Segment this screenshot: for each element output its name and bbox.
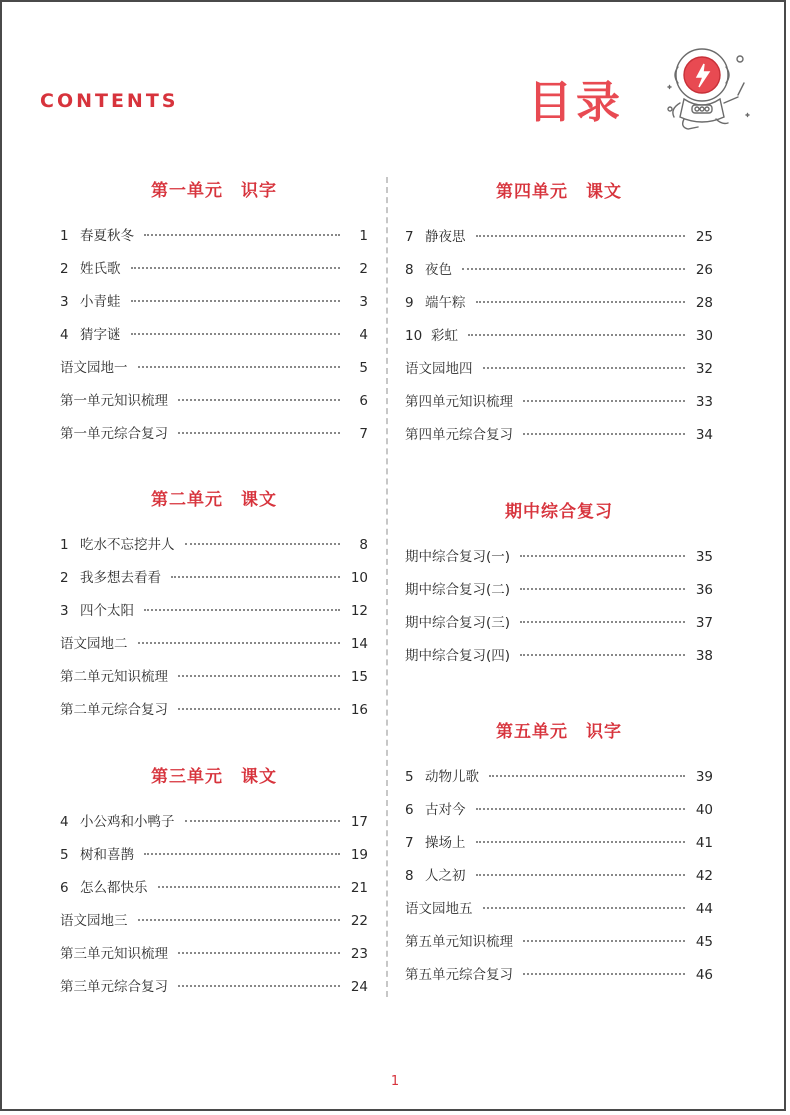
dot-leader [178,708,340,710]
section-title: 第五单元 识字 [496,722,622,742]
entry-number: 10 [405,328,423,344]
entry-page-number: 21 [350,880,368,896]
entry-page-number: 16 [350,702,368,718]
page-title: 目录 [528,77,624,128]
dot-leader [144,234,340,236]
entry-page-number: 36 [695,582,713,598]
toc-entry[interactable] [60,628,368,661]
dot-leader [158,886,341,888]
section-title: 期中综合复习 [505,502,613,522]
toc-entry[interactable] [405,893,713,926]
toc-entry[interactable] [60,286,368,319]
entry-label: 姓氏歌 [80,261,121,277]
section-midterm [405,499,713,673]
entry-label: 语文园地三 [60,913,128,929]
dot-leader [138,919,341,921]
entry-page-number: 8 [359,537,368,553]
entry-label: 怎么都快乐 [80,880,148,896]
entry-label: 语文园地二 [60,636,128,652]
dot-leader [178,675,340,677]
entry-label: 夜色 [425,262,452,278]
entry-label: 猜字谜 [80,327,121,343]
dot-leader [523,940,685,942]
toc-entry[interactable] [60,905,368,938]
toc-entry[interactable] [405,419,713,452]
entry-number: 9 [405,295,414,311]
entry-page-number: 7 [359,426,368,442]
toc-entry[interactable] [405,541,713,574]
dot-leader [144,609,340,611]
dot-leader [178,399,340,401]
entry-page-number: 2 [359,261,368,277]
toc-entry[interactable] [405,794,713,827]
entry-label: 彩虹 [431,328,458,344]
entry-page-number: 42 [695,868,713,884]
entry-page-number: 23 [350,946,368,962]
dot-leader [520,588,685,590]
toc-entry[interactable] [60,562,368,595]
toc-entry[interactable] [60,938,368,971]
entry-page-number: 17 [350,814,368,830]
entry-number: 3 [60,603,69,619]
entry-label: 吃水不忘挖井人 [80,537,175,553]
toc-entry[interactable] [60,253,368,286]
entry-page-number: 14 [350,636,368,652]
toc-entry[interactable] [60,529,368,562]
contents-heading: CONTENTS [40,90,179,112]
toc-entry[interactable] [405,860,713,893]
dot-leader [468,334,685,336]
entry-label: 春夏秋冬 [80,228,134,244]
entry-page-number: 6 [359,393,368,409]
astronaut-mascot-icon [662,37,757,137]
dot-leader [520,621,685,623]
entry-label: 第四单元综合复习 [405,427,513,443]
dot-leader [131,333,341,335]
entry-page-number: 1 [359,228,368,244]
section-title: 第一单元 识字 [151,181,277,201]
entry-page-number: 19 [350,847,368,863]
dot-leader [462,268,685,270]
entry-label: 古对今 [425,802,466,818]
entry-label: 静夜思 [425,229,466,245]
dot-leader [523,433,685,435]
toc-entry[interactable] [405,827,713,860]
entry-page-number: 39 [695,769,713,785]
entry-label: 第五单元综合复习 [405,967,513,983]
toc-entry[interactable] [405,353,713,386]
toc-entry[interactable] [60,220,368,253]
entry-label: 操场上 [425,835,466,851]
toc-entry[interactable] [60,839,368,872]
entry-page-number: 25 [695,229,713,245]
entry-page-number: 10 [350,570,368,586]
section-title: 第四单元 课文 [496,182,622,202]
dot-leader [476,808,686,810]
dot-leader [476,841,686,843]
toc-entry[interactable] [405,254,713,287]
entry-label: 第二单元综合复习 [60,702,168,718]
entry-page-number: 40 [695,802,713,818]
entry-number: 5 [405,769,414,785]
entry-page-number: 5 [359,360,368,376]
entry-label: 四个太阳 [80,603,134,619]
entry-page-number: 22 [350,913,368,929]
column-divider [386,177,388,997]
entry-label: 期中综合复习(三) [405,615,511,631]
entry-number: 3 [60,294,69,310]
entry-number: 8 [405,868,414,884]
entry-page-number: 26 [695,262,713,278]
entry-label: 第一单元综合复习 [60,426,168,442]
dot-leader [483,907,686,909]
dot-leader [138,366,341,368]
toc-entry[interactable] [60,661,368,694]
entry-label: 语文园地五 [405,901,473,917]
toc-entry[interactable] [405,287,713,320]
entry-number: 1 [60,537,69,553]
entry-number: 7 [405,229,414,245]
dot-leader [520,654,685,656]
dot-leader [144,853,340,855]
entry-page-number: 4 [359,327,368,343]
entry-number: 7 [405,835,414,851]
entry-label: 期中综合复习(一) [405,549,511,565]
entry-page-number: 3 [359,294,368,310]
dot-leader [178,432,340,434]
entry-label: 小青蛙 [80,294,121,310]
entry-number: 6 [60,880,69,896]
dot-leader [476,301,686,303]
dot-leader [131,267,341,269]
entry-number: 4 [60,327,69,343]
toc-entry[interactable] [405,761,713,794]
toc-entry[interactable] [60,694,368,727]
entry-page-number: 15 [350,669,368,685]
section-unit-1 [60,178,368,451]
section-unit-3 [60,764,368,1004]
entry-label: 语文园地一 [60,360,128,376]
toc-entry[interactable] [405,386,713,419]
entry-page-number: 12 [350,603,368,619]
entry-page-number: 41 [695,835,713,851]
dot-leader [185,543,341,545]
dot-leader [523,973,685,975]
toc-entry[interactable] [60,595,368,628]
dot-leader [476,235,686,237]
entry-page-number: 35 [695,549,713,565]
entry-page-number: 37 [695,615,713,631]
entry-page-number: 46 [695,967,713,983]
entry-label: 我多想去看看 [80,570,161,586]
dot-leader [138,642,341,644]
toc-entry[interactable] [60,352,368,385]
toc-entry[interactable] [405,959,713,992]
entry-label: 第四单元知识梳理 [405,394,513,410]
entry-label: 第三单元综合复习 [60,979,168,995]
entry-label: 端午粽 [425,295,466,311]
dot-leader [489,775,685,777]
entry-label: 第五单元知识梳理 [405,934,513,950]
dot-leader [178,952,340,954]
entry-page-number: 45 [695,934,713,950]
dot-leader [523,400,685,402]
entry-page-number: 38 [695,648,713,664]
toc-entry[interactable] [60,418,368,451]
dot-leader [171,576,340,578]
section-unit-4 [405,179,713,452]
entry-label: 人之初 [425,868,466,884]
dot-leader [131,300,341,302]
entry-number: 2 [60,261,69,277]
entry-number: 1 [60,228,69,244]
toc-entry[interactable] [405,926,713,959]
toc-entry[interactable] [405,574,713,607]
dot-leader [483,367,686,369]
page-number: 1 [390,1074,400,1089]
entry-number: 4 [60,814,69,830]
entry-page-number: 34 [695,427,713,443]
entry-label: 第一单元知识梳理 [60,393,168,409]
entry-number: 8 [405,262,414,278]
toc-entry[interactable] [405,640,713,673]
entry-number: 2 [60,570,69,586]
dot-leader [178,985,340,987]
entry-label: 第三单元知识梳理 [60,946,168,962]
entry-number: 6 [405,802,414,818]
toc-entry[interactable] [60,971,368,1004]
entry-label: 动物儿歌 [425,769,479,785]
entry-label: 期中综合复习(二) [405,582,511,598]
entry-page-number: 24 [350,979,368,995]
entry-page-number: 44 [695,901,713,917]
toc-entry[interactable] [60,872,368,905]
section-unit-5 [405,719,713,992]
dot-leader [476,874,686,876]
toc-entry[interactable] [60,806,368,839]
section-unit-2 [60,487,368,727]
entry-number: 5 [60,847,69,863]
entry-page-number: 32 [695,361,713,377]
entry-page-number: 28 [695,295,713,311]
toc-entry[interactable] [405,607,713,640]
section-title: 第三单元 课文 [151,767,277,787]
entry-page-number: 33 [695,394,713,410]
entry-label: 期中综合复习(四) [405,648,511,664]
section-title: 第二单元 课文 [151,490,277,510]
entry-label: 小公鸡和小鸭子 [80,814,175,830]
entry-label: 语文园地四 [405,361,473,377]
toc-entry[interactable] [60,385,368,418]
entry-label: 第二单元知识梳理 [60,669,168,685]
toc-entry[interactable] [405,320,713,353]
toc-entry[interactable] [60,319,368,352]
dot-leader [520,555,685,557]
entry-page-number: 30 [695,328,713,344]
dot-leader [185,820,341,822]
entry-label: 树和喜鹊 [80,847,134,863]
toc-entry[interactable] [405,221,713,254]
